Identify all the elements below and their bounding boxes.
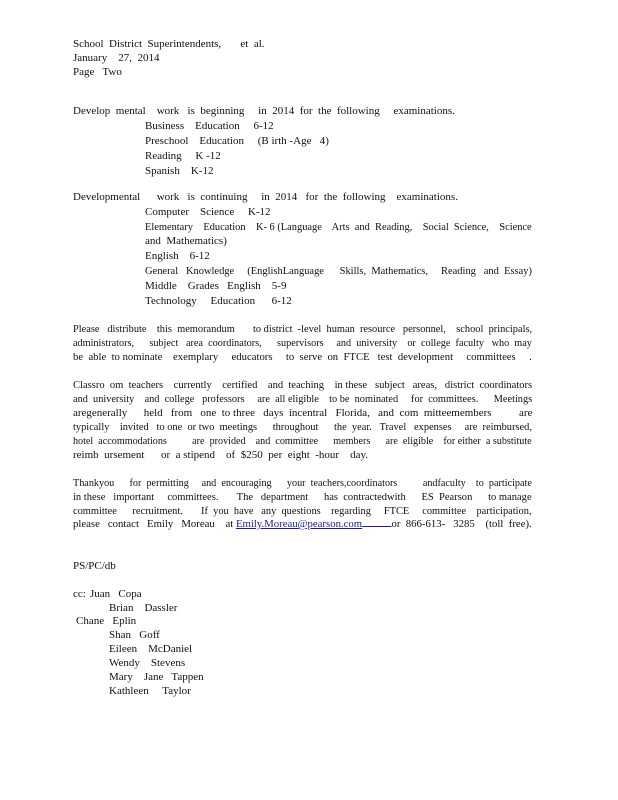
cc-name: Kathleen Taylor (109, 685, 191, 697)
list-item: Elementary Education K- 6 (Language Arts and Reading, Social Science, Science (145, 221, 532, 233)
cc-name: Chane Eplin (76, 615, 137, 627)
email-link[interactable]: Emily.Moreau@pearson.com (235, 518, 363, 530)
cc-label: cc: (73, 588, 86, 600)
paragraph-line: aregenerally held from one to three days incentral Florida, and com mitteemembers are (73, 407, 533, 419)
paragraph-line: administrators, subject area coordinators, supervisors and university or college faculty who may (73, 337, 532, 349)
paragraph-line: and university and college professors are all eligible to be nominated for committees. Meetings (73, 393, 533, 405)
cc-name: Mary Jane Tappen (109, 671, 204, 683)
addressee-line: School District Superintendents, et al. (73, 38, 265, 50)
list-item-continuation: and Mathematics) (145, 235, 227, 247)
date-line: January 27, 2014 (73, 52, 160, 64)
paragraph-line: Please distribute this memorandum to district -level human resource personnel, school principals, (73, 323, 533, 335)
paragraph-line: be able to nominate exemplary educators to serve on FTCE test development committees . (73, 351, 532, 363)
paragraph-line: in these important committees. The department has contractedwith ES Pearson to manage (73, 491, 532, 503)
list-item: Technology Education 6-12 (145, 295, 292, 307)
paragraph-line: Thankyou for permitting and encouraging your teachers,coordinators andfaculty to participate (73, 477, 532, 489)
list-item: Middle Grades English 5-9 (145, 280, 287, 292)
list-item: General Knowledge (EnglishLanguage Skills, Mathematics, Reading and Essay) (145, 265, 532, 277)
list-item: Reading K -12 (145, 150, 221, 162)
initials: PS/PC/db (73, 560, 116, 572)
cc-name: Brian Dassler (109, 602, 178, 614)
contact-line (73, 517, 532, 531)
paragraph-line: typically invited to one or two meetings throughout the year. Travel expenses are reimbursed, (73, 421, 532, 433)
cc-name: Shan Goff (109, 629, 160, 641)
list-item: English 6-12 (145, 250, 210, 262)
cc-name: Juan Copa (90, 588, 142, 600)
list-item: Business Education 6-12 (145, 120, 274, 132)
contact-suffix: or 866-613- 3285 (toll free). (391, 518, 532, 530)
paragraph-line: committee recruitment. If you have any questions regarding FTCE committee participation, (73, 505, 532, 517)
paragraph-line: Classro om teachers currently certified and teaching in these subject areas, district coordinators (73, 379, 533, 391)
paragraph-line: hotel accommodations are provided and committee members are eligible for either a substitute (73, 435, 532, 447)
list-item: Preschool Education (B irth -Age 4) (145, 135, 329, 147)
page-number-line: Page Two (73, 66, 122, 78)
contact-prefix: please contact Emily Moreau at (73, 518, 236, 530)
cc-name: Eileen McDaniel (109, 643, 193, 655)
link-underline-tail (362, 517, 391, 527)
list-item: Spanish K-12 (145, 165, 214, 177)
beginning-intro: Develop mental work is beginning in 2014 for the following examinations. (73, 105, 455, 117)
cc-name: Wendy Stevens (109, 657, 186, 669)
continuing-intro: Developmental work is continuing in 2014 for the following examinations. (73, 191, 458, 203)
paragraph-line: reimb ursement or a stipend of $250 per eight -hour day. (73, 449, 368, 461)
list-item: Computer Science K-12 (145, 206, 271, 218)
